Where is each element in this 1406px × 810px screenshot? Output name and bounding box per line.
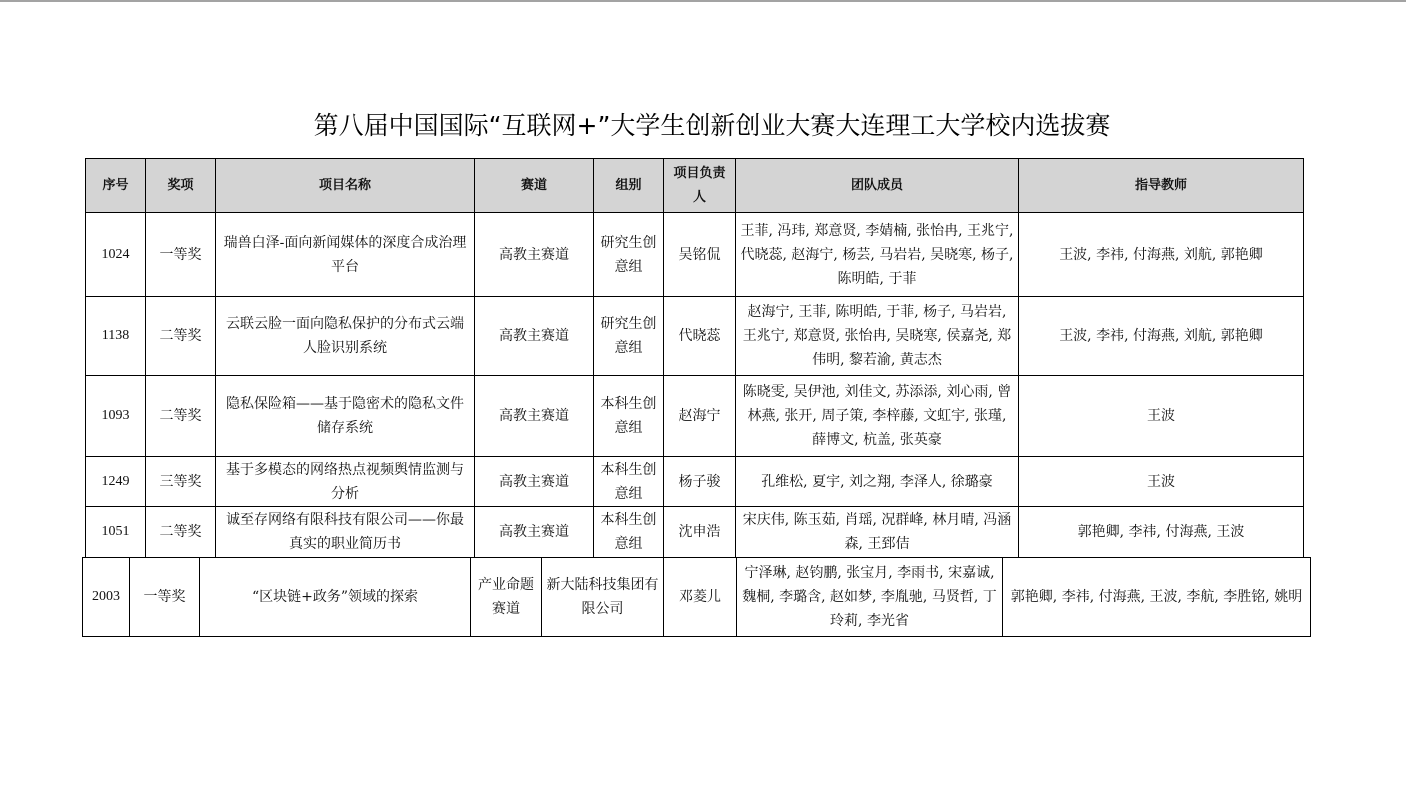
cell-award: 三等奖 [146, 457, 216, 507]
table-row [86, 213, 1304, 297]
industry-track-table [82, 557, 1311, 637]
cell-id: 1138 [86, 297, 146, 376]
cell-id: 2003 [83, 558, 130, 637]
cell-award: 二等奖 [146, 507, 216, 558]
cell-advisors: 郭艳卿, 李祎, 付海燕, 王波 [1019, 507, 1304, 558]
cell-group: 本科生创意组 [594, 376, 664, 457]
cell-track: 高教主赛道 [475, 457, 594, 507]
cell-advisors: 王波, 李祎, 付海燕, 刘航, 郭艳卿 [1019, 297, 1304, 376]
table-row [83, 558, 1311, 637]
cell-track: 高教主赛道 [475, 507, 594, 558]
cell-project: 隐私保险箱——基于隐密术的隐私文件储存系统 [216, 376, 475, 457]
header-group: 组别 [594, 159, 664, 213]
cell-group: 新大陆科技集团有限公司 [542, 558, 664, 637]
cell-leader: 沈申浩 [664, 507, 736, 558]
cell-project: 瑞兽白泽-面向新闻媒体的深度合成治理平台 [216, 213, 475, 297]
header-award: 奖项 [146, 159, 216, 213]
cell-group: 研究生创意组 [594, 213, 664, 297]
header-project: 项目名称 [216, 159, 475, 213]
cell-id: 1051 [86, 507, 146, 558]
cell-members: 陈晓雯, 吴伊池, 刘佳文, 苏添添, 刘心雨, 曾林燕, 张开, 周子策, 李梓藤, 文虹宇, 张瑾, 薛博文, 杭盖, 张英豪 [736, 376, 1019, 457]
cell-group: 本科生创意组 [594, 507, 664, 558]
cell-award: 二等奖 [146, 376, 216, 457]
cell-track: 产业命题赛道 [471, 558, 542, 637]
cell-id: 1249 [86, 457, 146, 507]
header-members: 团队成员 [736, 159, 1019, 213]
cell-group: 本科生创意组 [594, 457, 664, 507]
cell-members: 宋庆伟, 陈玉茹, 肖瑶, 况群峰, 林月晴, 冯涵森, 王郅佶 [736, 507, 1019, 558]
page-title: 第八届中国国际“互联网+”大学生创新创业大赛大连理工大学校内选拔赛 [313, 111, 1111, 140]
cell-track: 高教主赛道 [475, 376, 594, 457]
header-track: 赛道 [475, 159, 594, 213]
table-header-row [86, 159, 1304, 213]
header-index: 序号 [86, 159, 146, 213]
cell-project: 云联云脸一面向隐私保护的分布式云端人脸识别系统 [216, 297, 475, 376]
cell-project: 诚至存网络有限科技有限公司——你最真实的职业简历书 [216, 507, 475, 558]
cell-track: 高教主赛道 [475, 213, 594, 297]
cell-leader: 邓菱儿 [664, 558, 737, 637]
cell-group: 研究生创意组 [594, 297, 664, 376]
cell-project: “区块链+政务”领域的探索 [200, 558, 471, 637]
cell-members: 赵海宁, 王菲, 陈明皓, 于菲, 杨子, 马岩岩, 王兆宁, 郑意贤, 张怡冉, 吴晓寒, 侯嘉尧, 郑伟明, 黎若渝, 黄志杰 [736, 297, 1019, 376]
cell-advisors: 王波, 李祎, 付海燕, 刘航, 郭艳卿 [1019, 213, 1304, 297]
table-row [86, 297, 1304, 376]
cell-leader: 杨子骏 [664, 457, 736, 507]
awards-table [85, 158, 1304, 558]
cell-members: 王菲, 冯玮, 郑意贤, 李婧楠, 张怡冉, 王兆宁, 代晓蕊, 赵海宁, 杨芸, 马岩岩, 吴晓寒, 杨子, 陈明皓, 于菲 [736, 213, 1019, 297]
top-rule [0, 0, 1406, 2]
cell-id: 1024 [86, 213, 146, 297]
cell-leader: 吴铭侃 [664, 213, 736, 297]
cell-advisors: 王波 [1019, 457, 1304, 507]
table-row [86, 457, 1304, 507]
cell-award: 一等奖 [146, 213, 216, 297]
table-row [86, 507, 1304, 558]
header-advisors: 指导教师 [1019, 159, 1304, 213]
cell-project: 基于多模态的网络热点视频舆情监测与分析 [216, 457, 475, 507]
cell-advisors: 郭艳卿, 李祎, 付海燕, 王波, 李航, 李胜铭, 姚明 [1003, 558, 1311, 637]
cell-members: 孔维松, 夏宇, 刘之翔, 李泽人, 徐璐豪 [736, 457, 1019, 507]
table-row [86, 376, 1304, 457]
cell-leader: 代晓蕊 [664, 297, 736, 376]
cell-award: 一等奖 [130, 558, 200, 637]
cell-track: 高教主赛道 [475, 297, 594, 376]
cell-leader: 赵海宁 [664, 376, 736, 457]
cell-id: 1093 [86, 376, 146, 457]
cell-members: 宁泽琳, 赵钧鹏, 张宝月, 李雨书, 宋嘉诚, 魏桐, 李璐含, 赵如梦, 李胤驰, 马贤哲, 丁玲莉, 李光省 [737, 558, 1003, 637]
cell-award: 二等奖 [146, 297, 216, 376]
header-leader: 项目负责人 [664, 159, 736, 213]
cell-advisors: 王波 [1019, 376, 1304, 457]
